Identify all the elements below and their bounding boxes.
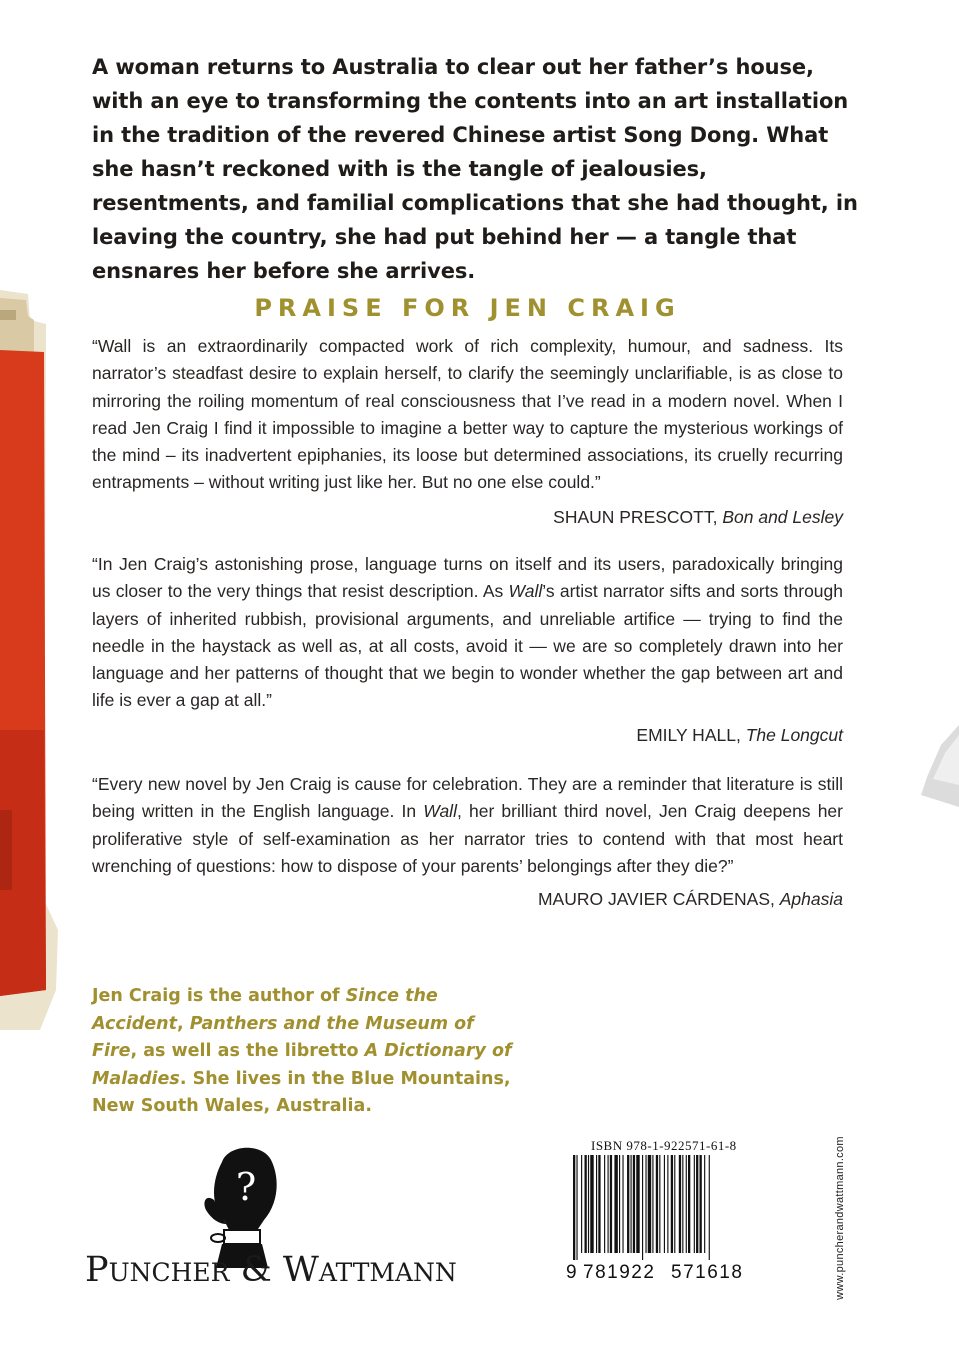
artwork-strip <box>0 290 70 1030</box>
barcode-bar <box>581 1155 582 1253</box>
barcode-bar <box>700 1155 702 1253</box>
barcode-bar <box>659 1155 660 1253</box>
barcode-bar <box>633 1155 635 1253</box>
barcode-right-digits: 571618 <box>671 1262 744 1283</box>
barcode-bar <box>664 1155 665 1253</box>
barcode-bar <box>608 1155 609 1253</box>
barcode-bar <box>648 1155 651 1253</box>
barcode-bar <box>622 1155 623 1253</box>
barcode-bar <box>652 1155 653 1253</box>
barcode-bar <box>688 1155 690 1253</box>
praise-heading: PRAISE FOR JEN CRAIG <box>254 294 681 322</box>
barcode-bar <box>704 1155 705 1253</box>
publisher-logo-icon <box>198 1140 288 1268</box>
barcode-bar <box>614 1155 617 1253</box>
barcode-bar <box>671 1155 673 1253</box>
publisher-name: PUNCHER & WATTMANN <box>85 1250 457 1290</box>
barcode-bar <box>573 1155 575 1260</box>
isbn-label: ISBN 978-1-922571-61-8 <box>591 1138 737 1153</box>
barcode-bar <box>656 1155 658 1253</box>
attribution-prescott: SHAUN PRESCOTT, Bon and Lesley <box>553 507 843 527</box>
torn-paper-art <box>919 715 959 815</box>
quote-hall: “In Jen Craig’s astonishing prose, language turns on itself and its users, paradoxically bringing us closer to the very things that resist description. As Wall’s artist narrator sifts and sorts through layers of inherited rubbish, provisional arguments, and unreliable artifice — trying to find the needle in the haystack as well as, at all costs, avoid it — we are so completely drawn into her language and her patterns of thought that we begin to wonder whether the gap between art and life is ever a gap at all.” <box>92 554 843 711</box>
barcode-bar <box>631 1155 632 1253</box>
book-blurb: A woman returns to Australia to clear out her father’s house, with an eye to transforming the contents into an art installation in the tradition of the revered Chinese artist Song Dong. What she hasn’t reckoned with is the tangle of jealousies, resentments, and familial complications that she had thought, in leaving the country, she had put behind her — a tangle that ensnares her before she arrives. <box>92 55 858 283</box>
barcode-bar <box>686 1155 687 1253</box>
barcode-bar <box>694 1155 695 1253</box>
barcode-bar <box>610 1155 612 1253</box>
barcode-bar <box>696 1155 698 1253</box>
attribution-cardenas: MAURO JAVIER CÁRDENAS, Aphasia <box>537 889 843 909</box>
barcode-bar <box>627 1155 629 1253</box>
barcode-bar <box>598 1155 600 1253</box>
barcode-bar <box>636 1155 639 1253</box>
author-bio: Jen Craig is the author of Since the Accident, Panthers and the Museum of Fire, as well as the libretto A Dictionary of Maladies. She lives in the Blue Mountains, New South Wales, Australia. <box>92 986 512 1116</box>
barcode-bar <box>588 1155 589 1253</box>
barcode-bar <box>709 1155 710 1260</box>
barcode-left-digits: 781922 <box>583 1262 656 1283</box>
barcode-bar <box>576 1155 577 1260</box>
quote-prescott: “Wall is an extraordinarily compacted work of rich complexity, humour, and sadness. Its narrator’s steadfast desire to explain herself, to clarify the seemingly unclarifiable, is as close to mirroring the roiling momentum of real consciousness that I’ve read in a modern novel. When I read Jen Craig I find it impossible to imagine a better way to capture the mysterious workings of the mind – its inadvertent epiphanies, its loose but determined associations, its cruelly recurring entrapments – without writing just like her. But no one else could.” <box>92 336 843 493</box>
barcode <box>571 1155 751 1260</box>
barcode-bar <box>604 1155 605 1253</box>
barcode-bar <box>674 1155 675 1253</box>
attribution-hall: EMILY HALL, The Longcut <box>636 725 843 745</box>
barcode-bar <box>585 1155 587 1253</box>
logo-question-mark: ? <box>235 1165 257 1209</box>
barcode-bar <box>682 1155 683 1253</box>
barcode-lead-digit: 9 <box>566 1262 579 1283</box>
barcode-bar <box>619 1155 620 1253</box>
publisher-website: www.puncherandwattmann.com <box>834 1136 846 1300</box>
barcode-bar <box>596 1155 597 1253</box>
barcode-bar <box>679 1155 681 1253</box>
barcode-bar <box>590 1155 593 1253</box>
barcode-bar <box>642 1155 643 1260</box>
barcode-bar <box>645 1155 646 1253</box>
barcode-bar <box>667 1155 668 1253</box>
quote-cardenas: “Every new novel by Jen Craig is cause for celebration. They are a reminder that literature is still being written in the English language. In Wall, her brilliant third novel, Jen Craig deepens her proliferative style of self-examination as her narrator tries to contend with that most heart wrenching of questions: how to dispose of your parents’ belongings after they die?” <box>92 774 843 876</box>
